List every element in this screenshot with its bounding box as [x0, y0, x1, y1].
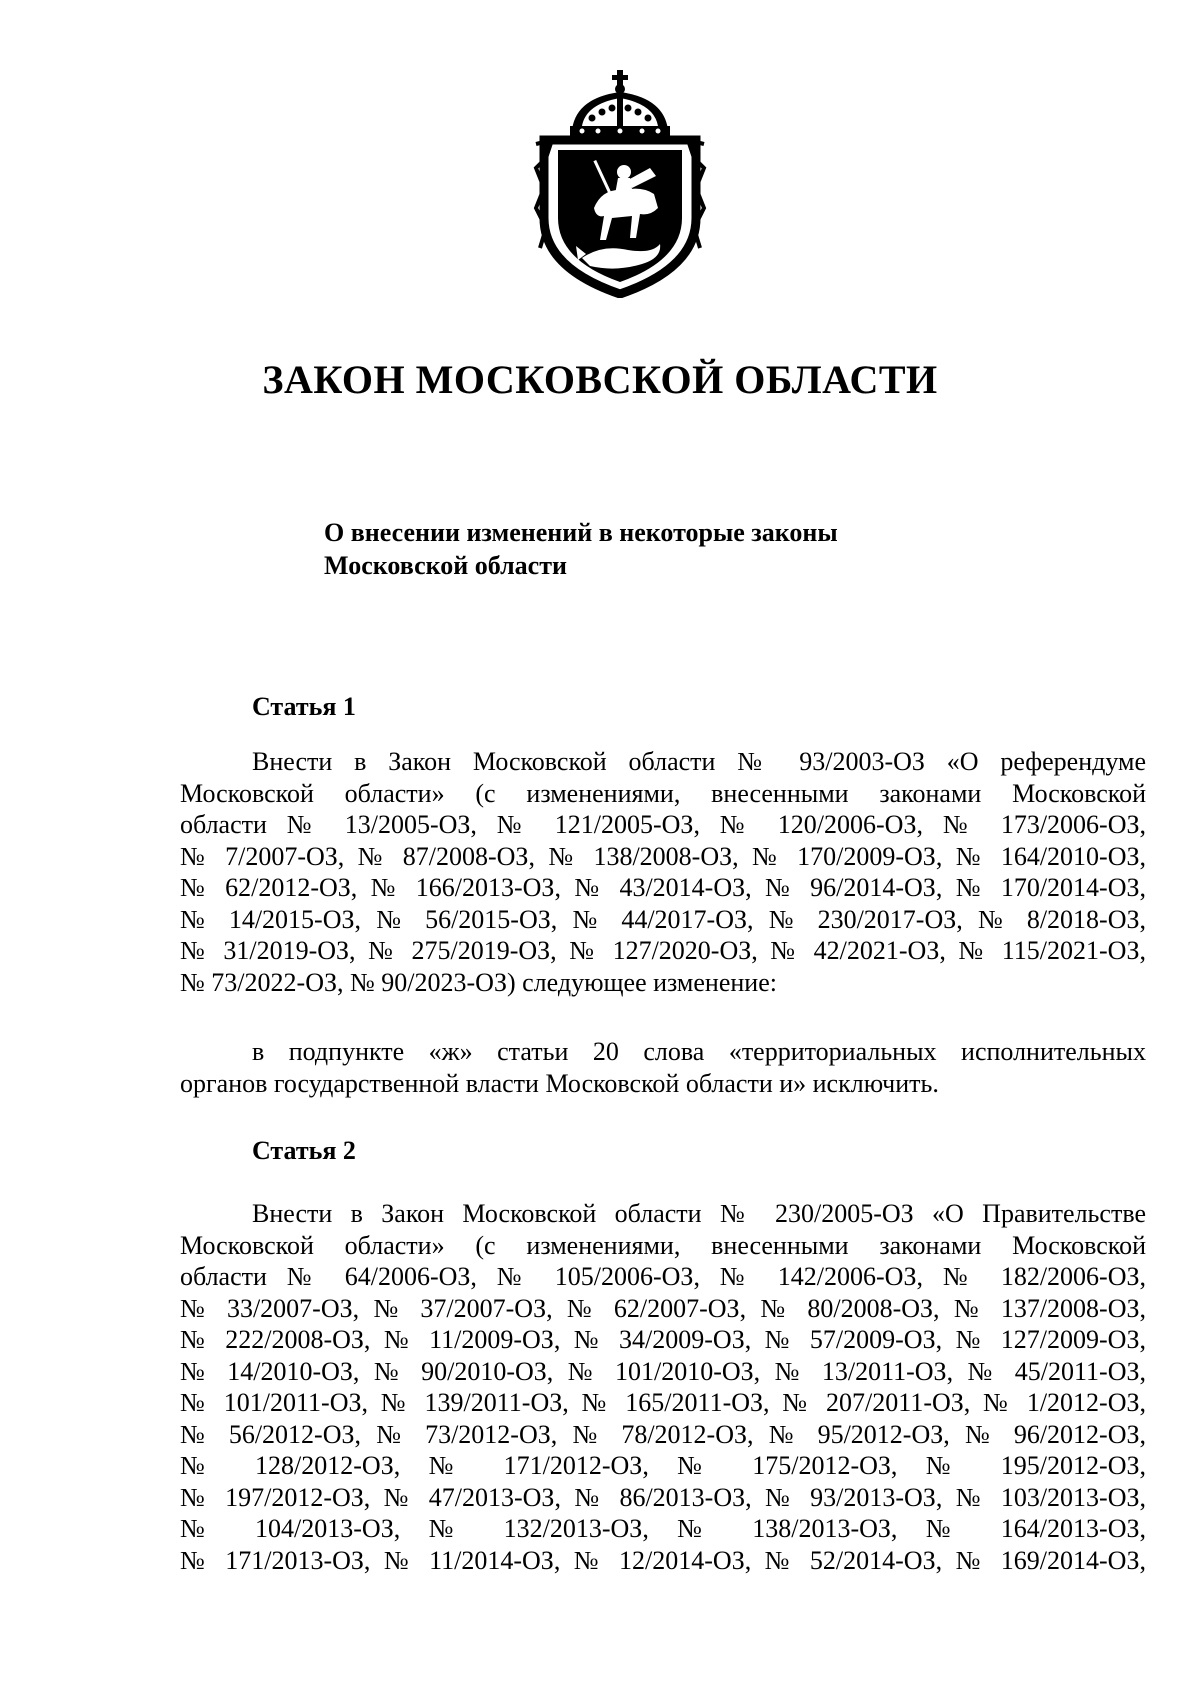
- text-line: Внести в Закон Московской области № 93/2003-ОЗ «О референдуме: [252, 747, 1146, 776]
- article-2-paragraph-1: [180, 1198, 1146, 1576]
- article-1-paragraph-1: [180, 746, 1146, 998]
- subtitle-line: Московской области: [324, 551, 567, 580]
- text-line: № 14/2010-ОЗ, № 90/2010-ОЗ, № 101/2010-ОЗ, № 13/2011-ОЗ, № 45/2011-ОЗ,: [180, 1356, 1146, 1386]
- text-line: Московской области» (с изменениями, внесенными законами Московской: [180, 1230, 1146, 1260]
- text-line: № 197/2012-ОЗ, № 47/2013-ОЗ, № 86/2013-ОЗ, № 93/2013-ОЗ, № 103/2013-ОЗ,: [180, 1482, 1146, 1512]
- text-line: области № 13/2005-ОЗ, № 121/2005-ОЗ, № 120/2006-ОЗ, № 173/2006-ОЗ,: [180, 810, 1146, 839]
- text-line: Внести в Закон Московской области № 230/2005-ОЗ «О Правительстве: [252, 1199, 1146, 1228]
- article-1-heading: Статья 1: [252, 692, 356, 721]
- law-subtitle: [324, 516, 838, 582]
- text-line: органов государственной власти Московской области и» исключить.: [180, 1068, 939, 1098]
- text-line: № 171/2013-ОЗ, № 11/2014-ОЗ, № 12/2014-ОЗ, № 52/2014-ОЗ, № 169/2014-ОЗ,: [180, 1545, 1146, 1575]
- text-line: № 128/2012-ОЗ, № 171/2012-ОЗ, № 175/2012-ОЗ, № 195/2012-ОЗ,: [180, 1451, 1146, 1480]
- text-line: № 33/2007-ОЗ, № 37/2007-ОЗ, № 62/2007-ОЗ, № 80/2008-ОЗ, № 137/2008-ОЗ,: [180, 1293, 1146, 1323]
- page-title: ЗАКОН МОСКОВСКОЙ ОБЛАСТИ: [262, 357, 938, 402]
- text-line: в подпункте «ж» статьи 20 слова «территориальных исполнительных: [252, 1037, 1146, 1066]
- text-line: № 73/2022-ОЗ, № 90/2023-ОЗ) следующее изменение:: [180, 967, 777, 997]
- subtitle-line: О внесении изменений в некоторые законы: [324, 518, 838, 547]
- text-line: Московской области» (с изменениями, внесенными законами Московской: [180, 778, 1146, 808]
- text-line: № 31/2019-ОЗ, № 275/2019-ОЗ, № 127/2020-ОЗ, № 42/2021-ОЗ, № 115/2021-ОЗ,: [180, 936, 1146, 965]
- moscow-oblast-coat-of-arms-emblem: [532, 68, 708, 298]
- text-line: № 7/2007-ОЗ, № 87/2008-ОЗ, № 138/2008-ОЗ, № 170/2009-ОЗ, № 164/2010-ОЗ,: [180, 841, 1146, 871]
- text-line: № 56/2012-ОЗ, № 73/2012-ОЗ, № 78/2012-ОЗ, № 95/2012-ОЗ, № 96/2012-ОЗ,: [180, 1419, 1146, 1449]
- text-line: № 14/2015-ОЗ, № 56/2015-ОЗ, № 44/2017-ОЗ, № 230/2017-ОЗ, № 8/2018-ОЗ,: [180, 904, 1146, 934]
- article-1-paragraph-2: [180, 1036, 1146, 1099]
- text-line: № 104/2013-ОЗ, № 132/2013-ОЗ, № 138/2013-ОЗ, № 164/2013-ОЗ,: [180, 1514, 1146, 1543]
- article-2-heading: Статья 2: [252, 1136, 356, 1165]
- text-line: № 62/2012-ОЗ, № 166/2013-ОЗ, № 43/2014-ОЗ, № 96/2014-ОЗ, № 170/2014-ОЗ,: [180, 873, 1146, 902]
- text-line: № 101/2011-ОЗ, № 139/2011-ОЗ, № 165/2011-ОЗ, № 207/2011-ОЗ, № 1/2012-ОЗ,: [180, 1388, 1146, 1417]
- text-line: области № 64/2006-ОЗ, № 105/2006-ОЗ, № 142/2006-ОЗ, № 182/2006-ОЗ,: [180, 1262, 1146, 1291]
- text-line: № 222/2008-ОЗ, № 11/2009-ОЗ, № 34/2009-ОЗ, № 57/2009-ОЗ, № 127/2009-ОЗ,: [180, 1325, 1146, 1354]
